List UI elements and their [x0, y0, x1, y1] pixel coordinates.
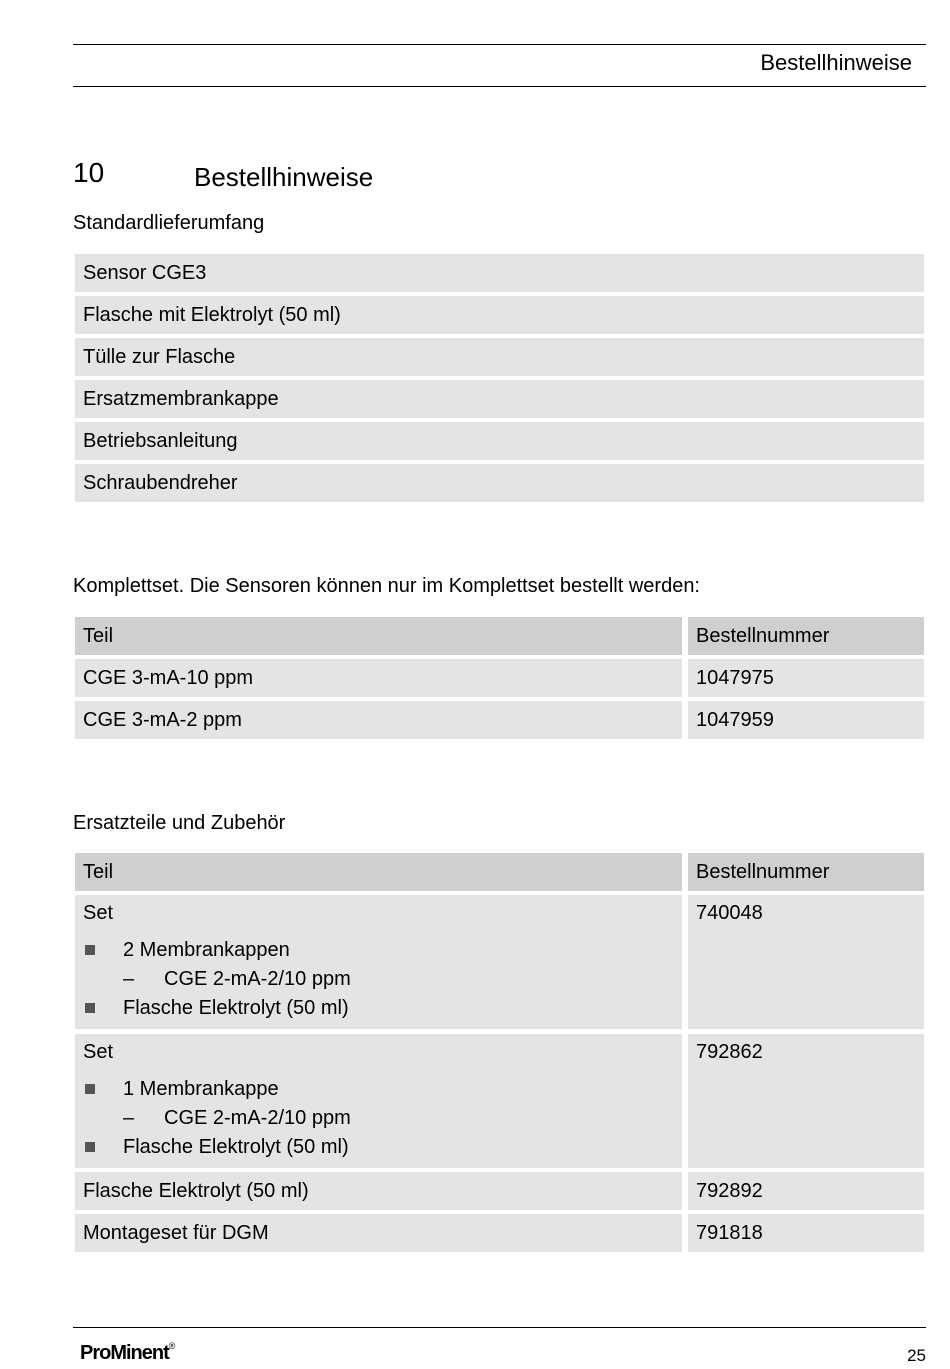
column-header-order-number: Bestellnummer — [688, 617, 924, 655]
table-row-part: Montageset für DGM — [75, 1214, 682, 1252]
square-bullet-icon — [85, 1142, 95, 1152]
registered-mark: ® — [168, 1341, 176, 1352]
table-row-order-number: 792892 — [688, 1172, 924, 1210]
logo-text: ProMinent — [80, 1342, 169, 1364]
bullet-item — [83, 1133, 682, 1162]
dash-icon: – — [123, 968, 135, 990]
standard-scope-item: Flasche mit Elektrolyt (50 ml) — [75, 296, 924, 334]
standard-scope-item: Tülle zur Flasche — [75, 338, 924, 376]
bullet-text: Flasche Elektrolyt (50 ml) — [123, 1136, 349, 1158]
table-row-order-number — [688, 895, 924, 1029]
bullet-item — [83, 1075, 682, 1104]
table-row-set-part — [75, 895, 682, 1029]
sub-item-text: CGE 2-mA-2/10 ppm — [164, 968, 351, 990]
table-row-order-number: 1047975 — [688, 659, 924, 697]
spare-parts-heading: Ersatzteile und Zubehör — [73, 812, 286, 834]
sub-item — [83, 1104, 682, 1133]
table-row-part: CGE 3-mA-10 ppm — [75, 659, 682, 697]
complete-set-heading: Komplettset. Die Sensoren können nur im Komplettset bestellt werden: — [73, 575, 700, 597]
column-header-order-number: Bestellnummer — [688, 853, 924, 891]
bullet-text: 1 Membrankappe — [123, 1078, 279, 1100]
table-row-part: CGE 3-mA-2 ppm — [75, 701, 682, 739]
standard-scope-item: Betriebsanleitung — [75, 422, 924, 460]
bullet-text: 2 Membrankappen — [123, 939, 290, 961]
square-bullet-icon — [85, 1084, 95, 1094]
running-header-title: Bestellhinweise — [760, 50, 912, 75]
standard-scope-item: Sensor CGE3 — [75, 254, 924, 292]
standard-scope-heading: Standardlieferumfang — [73, 212, 265, 234]
square-bullet-icon — [85, 1003, 95, 1013]
square-bullet-icon — [85, 945, 95, 955]
order-number: 792862 — [696, 1041, 763, 1063]
sub-item-text: CGE 2-mA-2/10 ppm — [164, 1107, 351, 1129]
table-row-order-number: 791818 — [688, 1214, 924, 1252]
table-row-set-part — [75, 1034, 682, 1168]
bullet-item — [83, 936, 682, 965]
table-row-order-number: 1047959 — [688, 701, 924, 739]
header-rule-bottom — [73, 86, 926, 87]
sub-item — [83, 965, 682, 994]
chapter-title: Bestellhinweise — [194, 162, 374, 192]
chapter-number: 10 — [73, 157, 105, 188]
header-rule-top — [73, 44, 926, 45]
footer-rule — [73, 1327, 926, 1328]
bullet-item — [83, 994, 682, 1023]
order-number: 740048 — [696, 902, 763, 924]
bullet-text: Flasche Elektrolyt (50 ml) — [123, 997, 349, 1019]
page-number: 25 — [907, 1346, 926, 1365]
dash-icon: – — [123, 1107, 135, 1129]
standard-scope-item: Ersatzmembrankappe — [75, 380, 924, 418]
prominent-logo — [80, 1342, 175, 1365]
set-title: Set — [83, 1041, 114, 1063]
column-header-part: Teil — [75, 617, 682, 655]
set-title: Set — [83, 902, 114, 924]
column-header-part: Teil — [75, 853, 682, 891]
table-row-order-number — [688, 1034, 924, 1168]
standard-scope-item: Schraubendreher — [75, 464, 924, 502]
table-row-part: Flasche Elektrolyt (50 ml) — [75, 1172, 682, 1210]
